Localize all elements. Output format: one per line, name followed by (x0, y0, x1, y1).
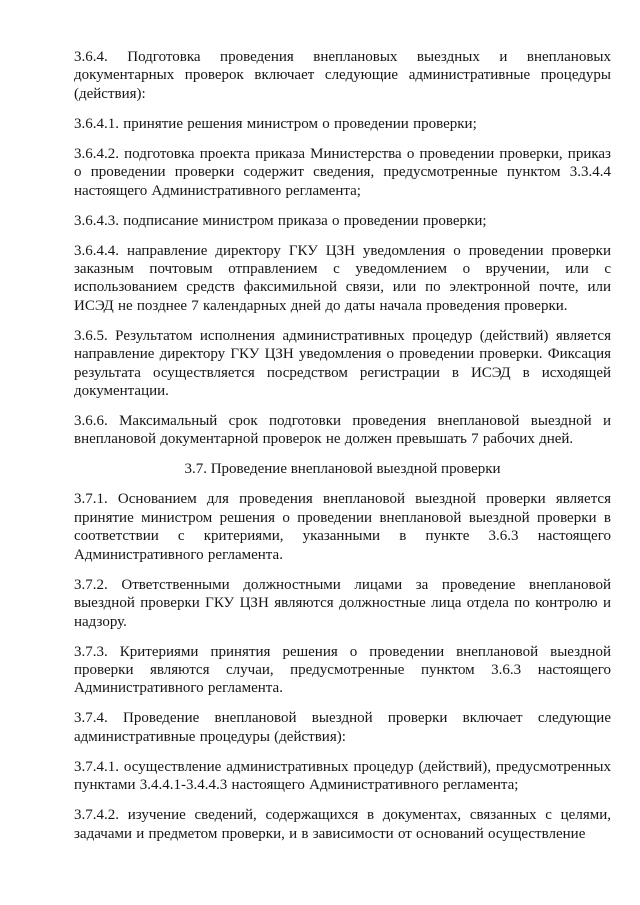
paragraph-3-7-3: 3.7.3. Критериями принятия решения о проведении внеплановой выездной проверки являются случаи, предусмотренные пунктом 3.6.3 настоящего Административного регламента. (74, 643, 611, 697)
paragraph-3-6-4-2: 3.6.4.2. подготовка проекта приказа Министерства о проведении проверки, приказ о проведении проверки содержит сведения, предусмотренные пунктом 3.3.4.4 настоящего Административного регламента; (74, 145, 611, 199)
paragraph-3-6-4-3: 3.6.4.3. подписание министром приказа о проведении проверки; (74, 212, 487, 229)
paragraph-3-7-4: 3.7.4. Проведение внеплановой выездной проверки включает следующие административные процедуры (действия): (74, 710, 611, 745)
paragraph-3-6-4-4: 3.6.4.4. направление директору ГКУ ЦЗН уведомления о проведении проверки заказным почтовым отправлением с уведомлением о вручении, или с использованием средств факсимильной связи, или по электронной почте, или ИСЭД не позднее 7 календарных дней до даты начала проведения проверки. (74, 242, 611, 314)
paragraph-3-7-4-2: 3.7.4.2. изучение сведений, содержащихся в документах, связанных с целями, задачами и предметом проверки, и в зависимости от оснований осуществление (74, 807, 611, 842)
paragraph-3-6-4-1: 3.6.4.1. принятие решения министром о проведении проверки; (74, 115, 477, 132)
paragraph-3-6-5: 3.6.5. Результатом исполнения административных процедур (действий) является направление директору ГКУ ЦЗН уведомления о проведении проверки. Фиксация результата осуществляется посредством регистрации в ИСЭД в исходящей документации. (74, 327, 611, 400)
paragraph-3-7-1: 3.7.1. Основанием для проведения внеплановой выездной проверки является принятие министром решения о проведении внеплановой выездной проверки в соответствии с критериями, указанными в пункте 3.6.3 настоящего Административного регламента. (74, 491, 611, 563)
paragraph-3-7-2: 3.7.2. Ответственными должностными лицами за проведение внеплановой выездной проверки ГКУ ЦЗН являются должностные лица отдела по контролю и надзору. (74, 576, 611, 630)
document-body (74, 48, 611, 855)
paragraph-3-6-6: 3.6.6. Максимальный срок подготовки проведения внеплановой выездной и внеплановой документарной проверок не должен превышать 7 рабочих дней. (74, 413, 611, 448)
section-heading-3-7: 3.7. Проведение внеплановой выездной проверки (184, 461, 501, 478)
paragraph-3-7-4-1: 3.7.4.1. осуществление административных процедур (действий), предусмотренных пунктами 3.4.4.1-3.4.4.3 настоящего Административного регламента; (74, 758, 611, 794)
paragraph-3-6-4: 3.6.4. Подготовка проведения внеплановых выездных и внеплановых документарных проверок включает следующие административные процедуры (действия): (74, 49, 611, 102)
